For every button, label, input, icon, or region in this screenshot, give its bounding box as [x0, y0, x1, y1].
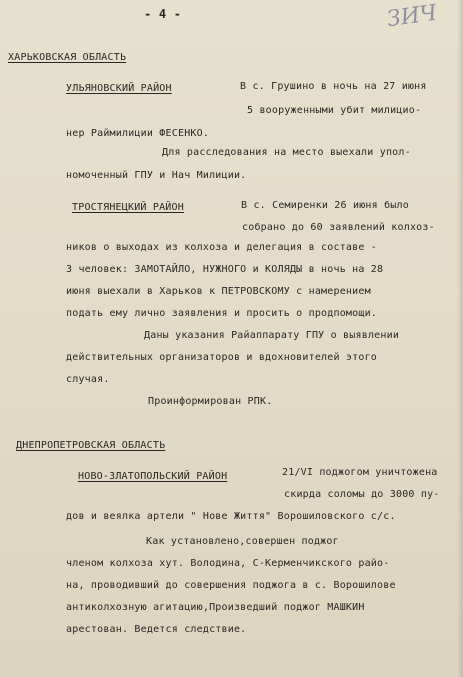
district-heading: УЛЬЯНОВСКИЙ РАЙОН: [66, 83, 172, 94]
district-heading: НОВО-ЗЛАТОПОЛЬСКИЙ РАЙОН: [78, 471, 228, 482]
text-line: 3 человек: ЗАМОТАЙЛО, НУЖНОГО и КОЛЯДЫ в ночь на 28: [66, 264, 384, 275]
text-line: 5 вооруженными убит милицио-: [247, 105, 422, 116]
region-heading: ХАРЬКОВСКАЯ ОБЛАСТЬ: [8, 52, 127, 63]
text-line: членом колхоза хут. Володина, С-Керменчикского райо-: [66, 558, 390, 569]
text-line: дов и веялка артели " Нове Життя" Ворошиловского с/с.: [66, 511, 396, 522]
text-line: В с. Грушино в ночь на 27 июня: [240, 81, 427, 92]
text-line: номоченный ГПУ и Нач Милиции.: [66, 170, 247, 181]
text-line: собрано до 60 заявлений колхоз-: [242, 222, 435, 233]
text-line: В с. Семиренки 26 июня было: [241, 200, 409, 211]
text-line: Даны указания Райаппарату ГПУ о выявлении: [144, 330, 400, 341]
text-line: нер Раймилиции ФЕСЕНКО.: [66, 128, 210, 139]
text-line: арестован. Ведется следствие.: [66, 624, 247, 635]
text-line: июня выехали в Харьков к ПЕТРОВСКОМУ с намерением: [66, 286, 371, 297]
text-line: ников о выходах из колхоза и делегация в составе -: [66, 242, 378, 253]
region-heading: ДНЕПРОПЕТРОВСКАЯ ОБЛАСТЬ: [16, 440, 166, 451]
text-line: антиколхозную агитацию,Произведший поджог МАШКИН: [66, 602, 365, 613]
text-line: Проинформирован РПК.: [148, 396, 273, 407]
text-line: случая.: [66, 374, 110, 385]
text-line: на, проводивший до совершения поджога в с. Ворошилове: [66, 580, 396, 591]
text-line: скирда соломы до 3000 пу-: [284, 489, 440, 500]
text-line: Как установлено,совершен поджог: [146, 536, 339, 547]
district-heading: ТРОСТЯНЕЦКИЙ РАЙОН: [72, 202, 184, 213]
text-line: Для расследования на место выехали упол-: [162, 147, 411, 158]
handwritten-note: ЗИЧ: [385, 0, 439, 33]
page-edge-shadow: [457, 0, 463, 677]
text-line: подать ему лично заявления и просить о продпомощи.: [66, 308, 378, 319]
text-line: 21/VI поджогом уничтожена: [282, 467, 438, 478]
text-line: действительных организаторов и вдохновителей этого: [66, 352, 378, 363]
page-number: - 4 -: [144, 7, 182, 21]
